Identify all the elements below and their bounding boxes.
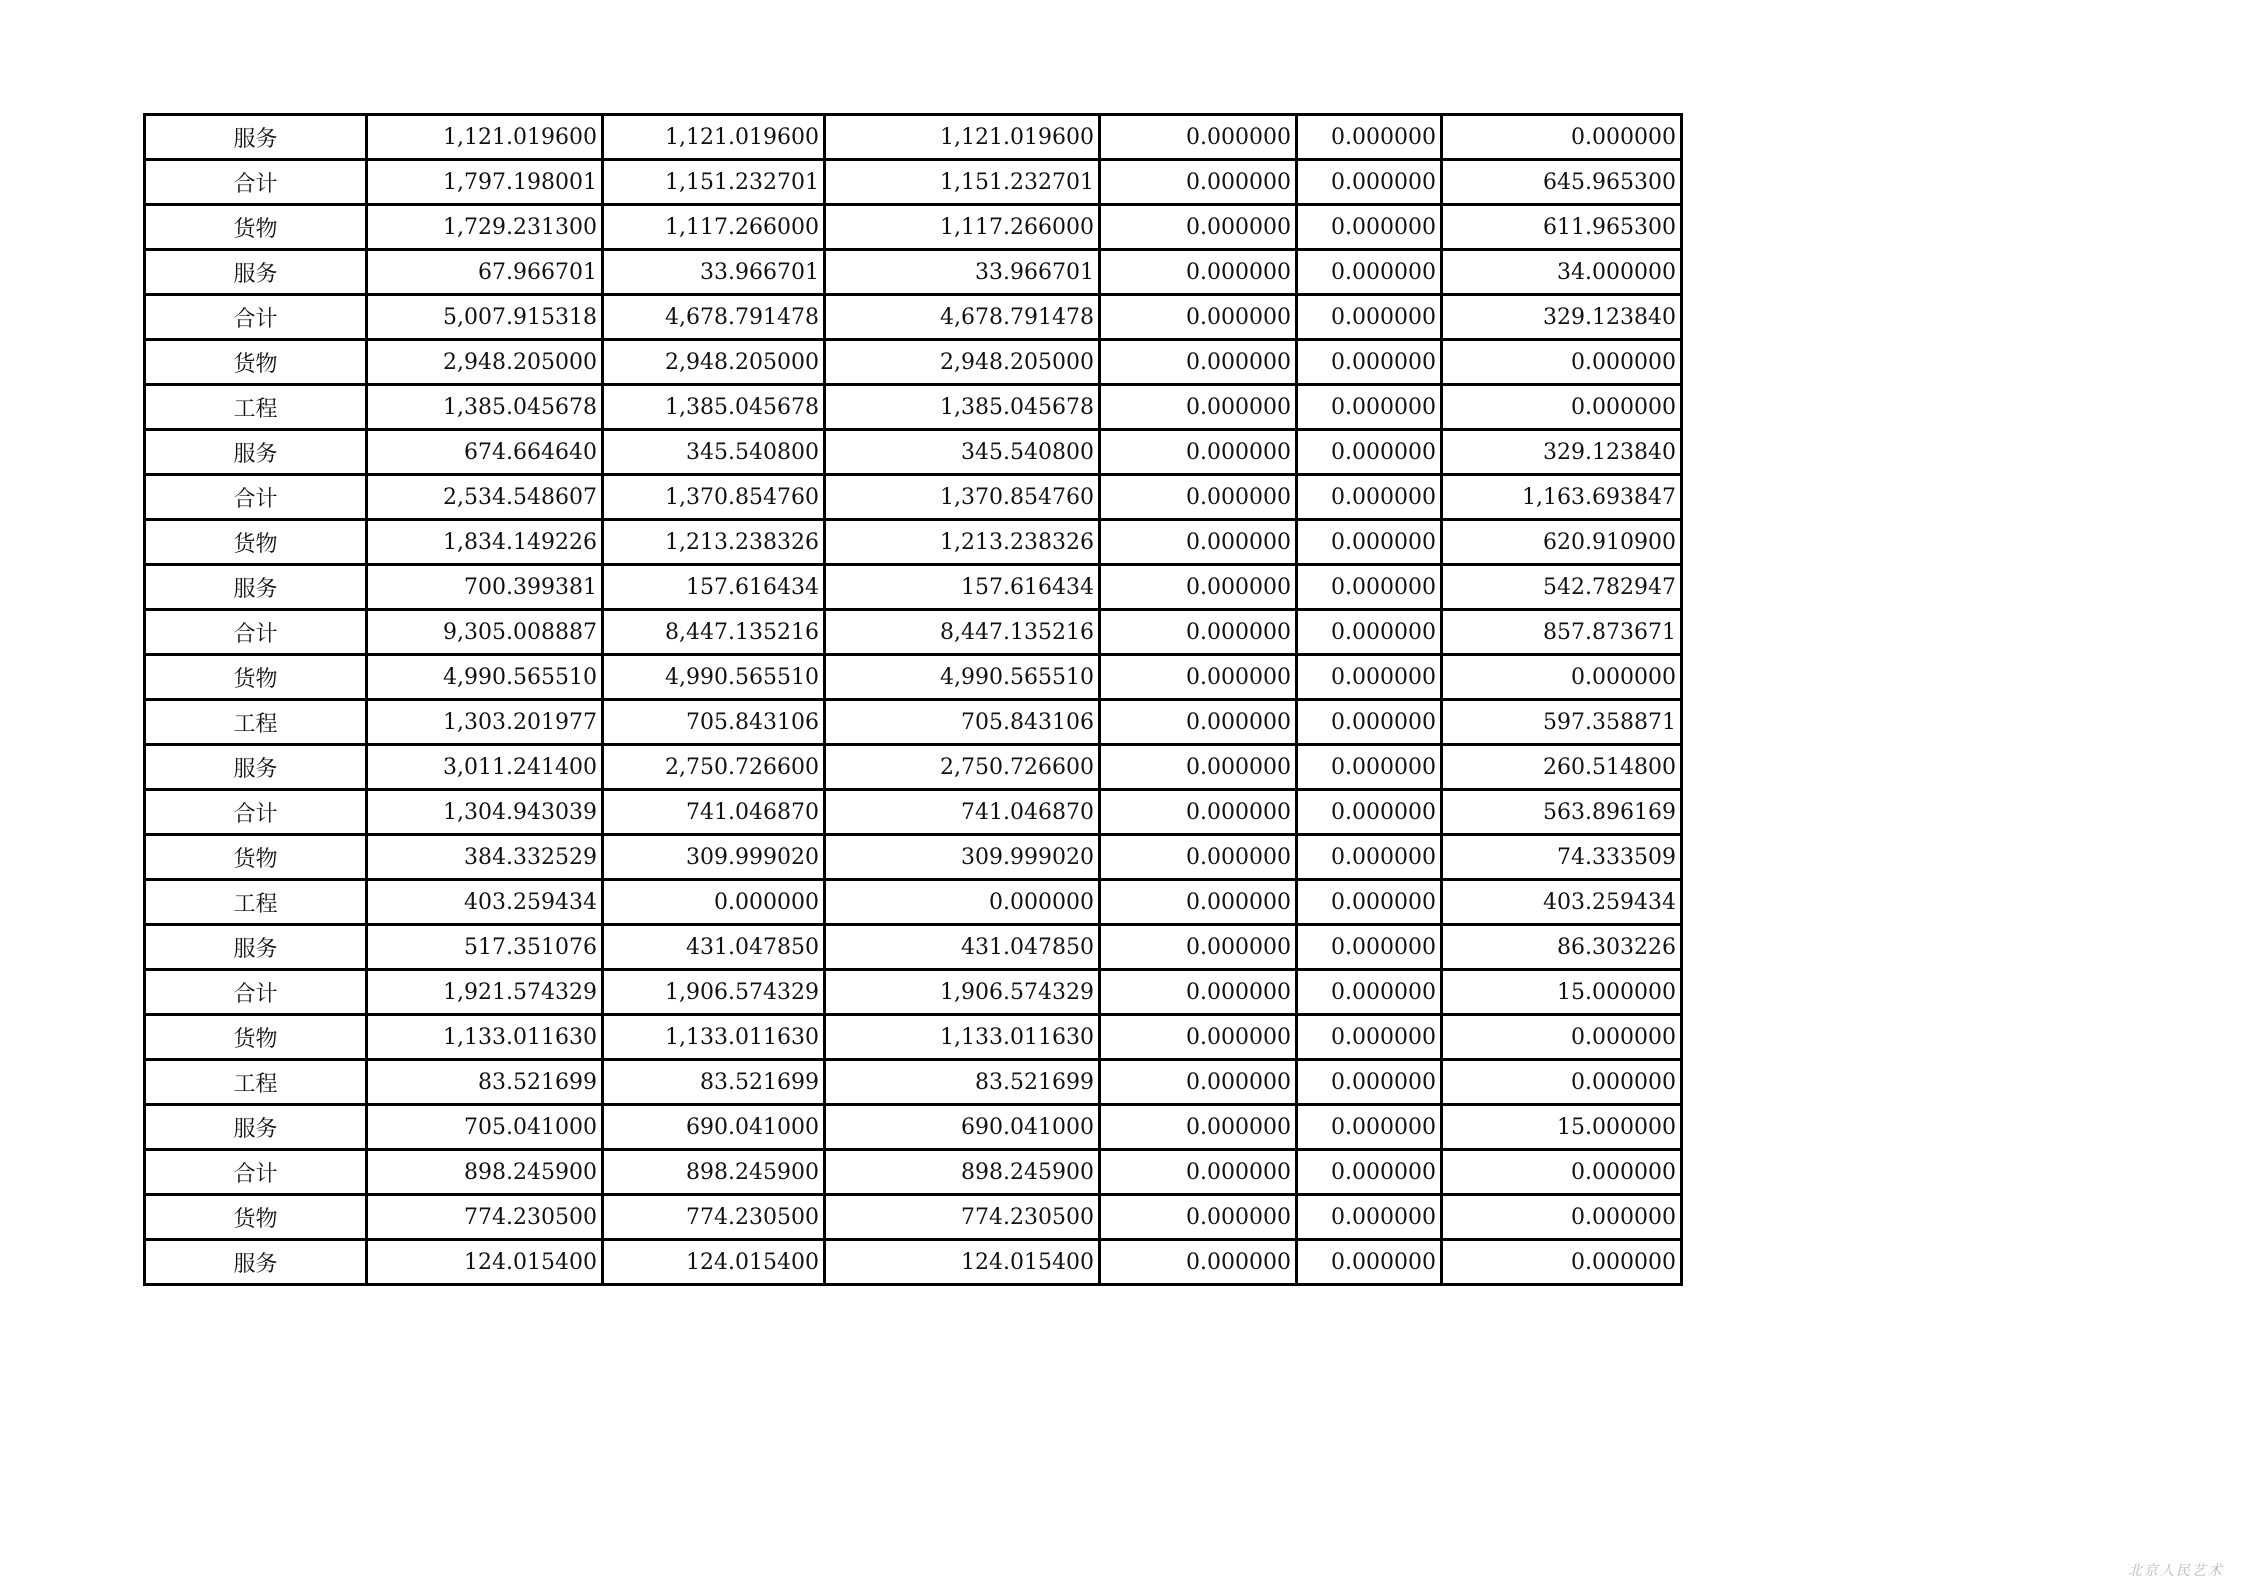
value-cell: 2,534.548607 [367,475,603,520]
watermark-logo: 北京人民艺术 [2128,1563,2224,1579]
value-cell: 0.000000 [1297,925,1442,970]
table-row [145,1150,1682,1195]
value-cell: 0.000000 [1100,1150,1297,1195]
value-cell: 0.000000 [1100,340,1297,385]
value-cell: 83.521699 [603,1060,825,1105]
table-row [145,790,1682,835]
value-cell: 674.664640 [367,430,603,475]
value-cell: 1,906.574329 [603,970,825,1015]
value-cell: 8,447.135216 [825,610,1100,655]
value-cell: 0.000000 [1100,700,1297,745]
value-cell: 2,948.205000 [825,340,1100,385]
category-cell: 工程 [145,1060,367,1105]
category-cell: 货物 [145,835,367,880]
value-cell: 0.000000 [1442,385,1682,430]
value-cell: 705.041000 [367,1105,603,1150]
value-cell: 157.616434 [603,565,825,610]
value-cell: 0.000000 [1297,160,1442,205]
value-cell: 741.046870 [603,790,825,835]
value-cell: 0.000000 [1297,700,1442,745]
value-cell: 5,007.915318 [367,295,603,340]
value-cell: 345.540800 [603,430,825,475]
value-cell: 2,948.205000 [603,340,825,385]
value-cell: 0.000000 [1100,1105,1297,1150]
value-cell: 1,121.019600 [367,115,603,160]
value-cell: 0.000000 [1297,1150,1442,1195]
value-cell: 2,750.726600 [603,745,825,790]
category-cell: 合计 [145,475,367,520]
value-cell: 0.000000 [1297,475,1442,520]
table-row [145,970,1682,1015]
value-cell: 0.000000 [1297,565,1442,610]
category-cell: 货物 [145,1015,367,1060]
value-cell: 0.000000 [1100,1240,1297,1285]
table-row [145,835,1682,880]
value-cell: 774.230500 [825,1195,1100,1240]
table-row [145,520,1682,565]
value-cell: 0.000000 [1297,790,1442,835]
value-cell: 741.046870 [825,790,1100,835]
value-cell: 0.000000 [1100,565,1297,610]
value-cell: 4,678.791478 [825,295,1100,340]
value-cell: 0.000000 [1442,1015,1682,1060]
value-cell: 431.047850 [825,925,1100,970]
value-cell: 86.303226 [1442,925,1682,970]
value-cell: 690.041000 [825,1105,1100,1150]
value-cell: 0.000000 [1100,790,1297,835]
value-cell: 0.000000 [1100,880,1297,925]
value-cell: 645.965300 [1442,160,1682,205]
value-cell: 74.333509 [1442,835,1682,880]
value-cell: 83.521699 [367,1060,603,1105]
table-row [145,565,1682,610]
value-cell: 700.399381 [367,565,603,610]
value-cell: 431.047850 [603,925,825,970]
value-cell: 0.000000 [1100,475,1297,520]
value-cell: 620.910900 [1442,520,1682,565]
value-cell: 1,834.149226 [367,520,603,565]
value-cell: 1,729.231300 [367,205,603,250]
value-cell: 0.000000 [1442,655,1682,700]
value-cell: 124.015400 [825,1240,1100,1285]
table-row [145,430,1682,475]
table-row [145,1240,1682,1285]
value-cell: 1,133.011630 [825,1015,1100,1060]
value-cell: 0.000000 [1100,1195,1297,1240]
value-cell: 3,011.241400 [367,745,603,790]
value-cell: 0.000000 [1100,430,1297,475]
value-cell: 0.000000 [1100,160,1297,205]
value-cell: 2,750.726600 [825,745,1100,790]
value-cell: 403.259434 [1442,880,1682,925]
value-cell: 0.000000 [1297,880,1442,925]
category-cell: 服务 [145,565,367,610]
value-cell: 4,990.565510 [603,655,825,700]
value-cell: 0.000000 [1442,1240,1682,1285]
value-cell: 33.966701 [603,250,825,295]
value-cell: 898.245900 [825,1150,1100,1195]
value-cell: 0.000000 [1297,520,1442,565]
table-row [145,1105,1682,1150]
value-cell: 0.000000 [1297,250,1442,295]
value-cell: 0.000000 [1442,1060,1682,1105]
value-cell: 690.041000 [603,1105,825,1150]
value-cell: 1,797.198001 [367,160,603,205]
value-cell: 1,304.943039 [367,790,603,835]
value-cell: 517.351076 [367,925,603,970]
table-row [145,745,1682,790]
value-cell: 857.873671 [1442,610,1682,655]
value-cell: 705.843106 [825,700,1100,745]
table-row [145,295,1682,340]
value-cell: 898.245900 [367,1150,603,1195]
value-cell: 0.000000 [1297,1195,1442,1240]
value-cell: 0.000000 [1297,970,1442,1015]
table-row [145,1015,1682,1060]
value-cell: 0.000000 [1297,835,1442,880]
value-cell: 67.966701 [367,250,603,295]
value-cell: 0.000000 [1100,1015,1297,1060]
value-cell: 83.521699 [825,1060,1100,1105]
value-cell: 345.540800 [825,430,1100,475]
value-cell: 0.000000 [1297,1240,1442,1285]
value-cell: 1,213.238326 [603,520,825,565]
value-cell: 124.015400 [367,1240,603,1285]
value-cell: 403.259434 [367,880,603,925]
table-row [145,655,1682,700]
category-cell: 合计 [145,970,367,1015]
category-cell: 货物 [145,655,367,700]
table-row [145,610,1682,655]
value-cell: 34.000000 [1442,250,1682,295]
value-cell: 0.000000 [1442,1195,1682,1240]
value-cell: 0.000000 [1297,745,1442,790]
category-cell: 合计 [145,1150,367,1195]
value-cell: 0.000000 [1100,610,1297,655]
value-cell: 0.000000 [1442,340,1682,385]
value-cell: 0.000000 [1297,115,1442,160]
value-cell: 309.999020 [825,835,1100,880]
value-cell: 0.000000 [825,880,1100,925]
category-cell: 货物 [145,1195,367,1240]
value-cell: 1,921.574329 [367,970,603,1015]
category-cell: 服务 [145,925,367,970]
table-row [145,475,1682,520]
value-cell: 0.000000 [1100,385,1297,430]
category-cell: 合计 [145,610,367,655]
value-cell: 1,133.011630 [603,1015,825,1060]
table-row [145,205,1682,250]
value-cell: 384.332529 [367,835,603,880]
table-row [145,340,1682,385]
value-cell: 611.965300 [1442,205,1682,250]
value-cell: 0.000000 [1100,655,1297,700]
value-cell: 0.000000 [1100,250,1297,295]
value-cell: 0.000000 [1297,610,1442,655]
value-cell: 1,117.266000 [603,205,825,250]
category-cell: 工程 [145,700,367,745]
value-cell: 0.000000 [1100,970,1297,1015]
value-cell: 157.616434 [825,565,1100,610]
value-cell: 309.999020 [603,835,825,880]
value-cell: 0.000000 [1297,340,1442,385]
table-row [145,925,1682,970]
category-cell: 服务 [145,1240,367,1285]
table-row [145,700,1682,745]
value-cell: 1,117.266000 [825,205,1100,250]
value-cell: 4,678.791478 [603,295,825,340]
table-row [145,385,1682,430]
value-cell: 1,385.045678 [367,385,603,430]
value-cell: 1,151.232701 [825,160,1100,205]
value-cell: 1,133.011630 [367,1015,603,1060]
value-cell: 0.000000 [1100,115,1297,160]
category-cell: 货物 [145,205,367,250]
value-cell: 329.123840 [1442,430,1682,475]
table-body [145,115,1682,1285]
value-cell: 1,303.201977 [367,700,603,745]
category-cell: 工程 [145,880,367,925]
category-cell: 服务 [145,1105,367,1150]
value-cell: 0.000000 [1297,430,1442,475]
value-cell: 0.000000 [1442,115,1682,160]
value-cell: 1,370.854760 [825,475,1100,520]
value-cell: 329.123840 [1442,295,1682,340]
value-cell: 33.966701 [825,250,1100,295]
value-cell: 15.000000 [1442,1105,1682,1150]
table-row [145,115,1682,160]
value-cell: 0.000000 [1100,925,1297,970]
value-cell: 0.000000 [1297,295,1442,340]
value-cell: 597.358871 [1442,700,1682,745]
category-cell: 服务 [145,115,367,160]
value-cell: 0.000000 [603,880,825,925]
value-cell: 1,385.045678 [825,385,1100,430]
value-cell: 1,385.045678 [603,385,825,430]
value-cell: 0.000000 [1100,520,1297,565]
value-cell: 1,213.238326 [825,520,1100,565]
value-cell: 1,370.854760 [603,475,825,520]
value-cell: 15.000000 [1442,970,1682,1015]
value-cell: 2,948.205000 [367,340,603,385]
value-cell: 0.000000 [1100,295,1297,340]
category-cell: 货物 [145,340,367,385]
category-cell: 工程 [145,385,367,430]
value-cell: 0.000000 [1442,1150,1682,1195]
value-cell: 0.000000 [1100,1060,1297,1105]
value-cell: 124.015400 [603,1240,825,1285]
value-cell: 260.514800 [1442,745,1682,790]
value-cell: 705.843106 [603,700,825,745]
table-row [145,1195,1682,1240]
value-cell: 898.245900 [603,1150,825,1195]
category-cell: 服务 [145,430,367,475]
table-row [145,160,1682,205]
value-cell: 1,906.574329 [825,970,1100,1015]
value-cell: 563.896169 [1442,790,1682,835]
table-row [145,880,1682,925]
value-cell: 0.000000 [1297,205,1442,250]
value-cell: 0.000000 [1297,1105,1442,1150]
data-table [143,113,1683,1286]
value-cell: 0.000000 [1100,745,1297,790]
value-cell: 8,447.135216 [603,610,825,655]
value-cell: 1,151.232701 [603,160,825,205]
value-cell: 1,121.019600 [603,115,825,160]
category-cell: 合计 [145,295,367,340]
value-cell: 4,990.565510 [367,655,603,700]
value-cell: 0.000000 [1100,835,1297,880]
value-cell: 0.000000 [1297,385,1442,430]
value-cell: 774.230500 [367,1195,603,1240]
value-cell: 774.230500 [603,1195,825,1240]
value-cell: 0.000000 [1100,205,1297,250]
category-cell: 货物 [145,520,367,565]
category-cell: 合计 [145,160,367,205]
value-cell: 1,163.693847 [1442,475,1682,520]
value-cell: 0.000000 [1297,1060,1442,1105]
category-cell: 合计 [145,790,367,835]
table-row [145,1060,1682,1105]
category-cell: 服务 [145,250,367,295]
value-cell: 0.000000 [1297,1015,1442,1060]
value-cell: 542.782947 [1442,565,1682,610]
value-cell: 0.000000 [1297,655,1442,700]
value-cell: 4,990.565510 [825,655,1100,700]
table-row [145,250,1682,295]
value-cell: 1,121.019600 [825,115,1100,160]
category-cell: 服务 [145,745,367,790]
value-cell: 9,305.008887 [367,610,603,655]
